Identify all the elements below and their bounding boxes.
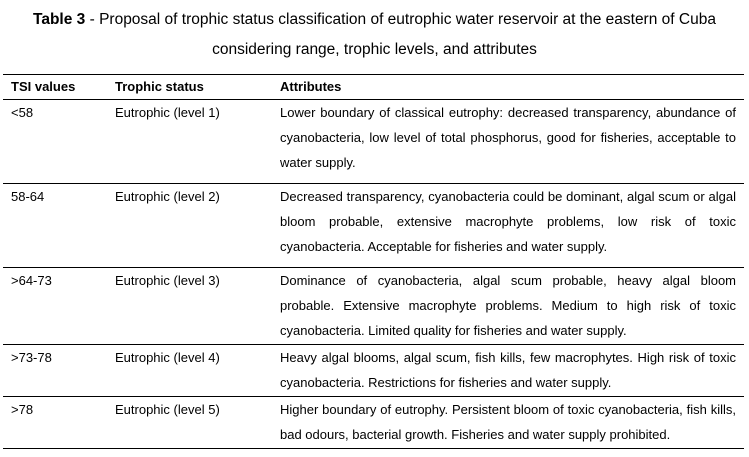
caption-text: - Proposal of trophic status classification of eutrophic water reservoir at the eastern of Cuba <box>85 11 716 28</box>
header-tsi-values: TSI values <box>11 79 76 94</box>
attributes: Dominance of cyanobacteria, algal scum probable, heavy algal bloom probable. Extensive macrophyte problems. Medium to high risk of toxic cyanobacteria. Limited quality for fisheries and water supply. <box>280 273 736 338</box>
tsi-value: >78 <box>11 402 34 417</box>
header-trophic-status: Trophic status <box>115 79 204 94</box>
trophic-status: Eutrophic (level 3) <box>115 273 220 288</box>
attributes: Decreased transparency, cyanobacteria could be dominant, algal scum or algal bloom probable, extensive macrophyte problems, low risk of toxic cyanobacteria. Acceptable for fisheries and water supply. <box>280 189 736 254</box>
table-row <box>3 100 744 184</box>
tsi-value: <58 <box>11 105 34 120</box>
attributes: Higher boundary of eutrophy. Persistent bloom of toxic cyanobacteria, fish kills, bad odours, bacterial growth. Fisheries and water supply prohibited. <box>280 402 736 442</box>
tsi-value: 58-64 <box>11 189 45 204</box>
caption-label: Table 3 <box>33 11 86 28</box>
caption-line-2: considering range, trophic levels, and attributes <box>212 41 537 58</box>
trophic-status: Eutrophic (level 2) <box>115 189 220 204</box>
tsi-value: >64-73 <box>11 273 52 288</box>
table-header-row <box>3 75 744 100</box>
attributes: Lower boundary of classical eutrophy: decreased transparency, abundance of cyanobacteria, low level of total phosphorus, good for fisheries, acceptable to water supply. <box>280 105 736 170</box>
table-caption <box>0 5 749 65</box>
table-row <box>3 184 744 268</box>
trophic-status-table <box>3 74 744 449</box>
caption-line-1 <box>0 5 749 35</box>
trophic-status: Eutrophic (level 1) <box>115 105 220 120</box>
table-row <box>3 268 744 345</box>
tsi-value: >73-78 <box>11 350 52 365</box>
table-row <box>3 345 744 397</box>
trophic-status: Eutrophic (level 4) <box>115 350 220 365</box>
trophic-status: Eutrophic (level 5) <box>115 402 220 417</box>
header-attributes: Attributes <box>280 79 342 94</box>
attributes: Heavy algal blooms, algal scum, fish kills, few macrophytes. High risk of toxic cyanobacteria. Restrictions for fisheries and water supply. <box>280 350 736 390</box>
table-row <box>3 397 744 448</box>
